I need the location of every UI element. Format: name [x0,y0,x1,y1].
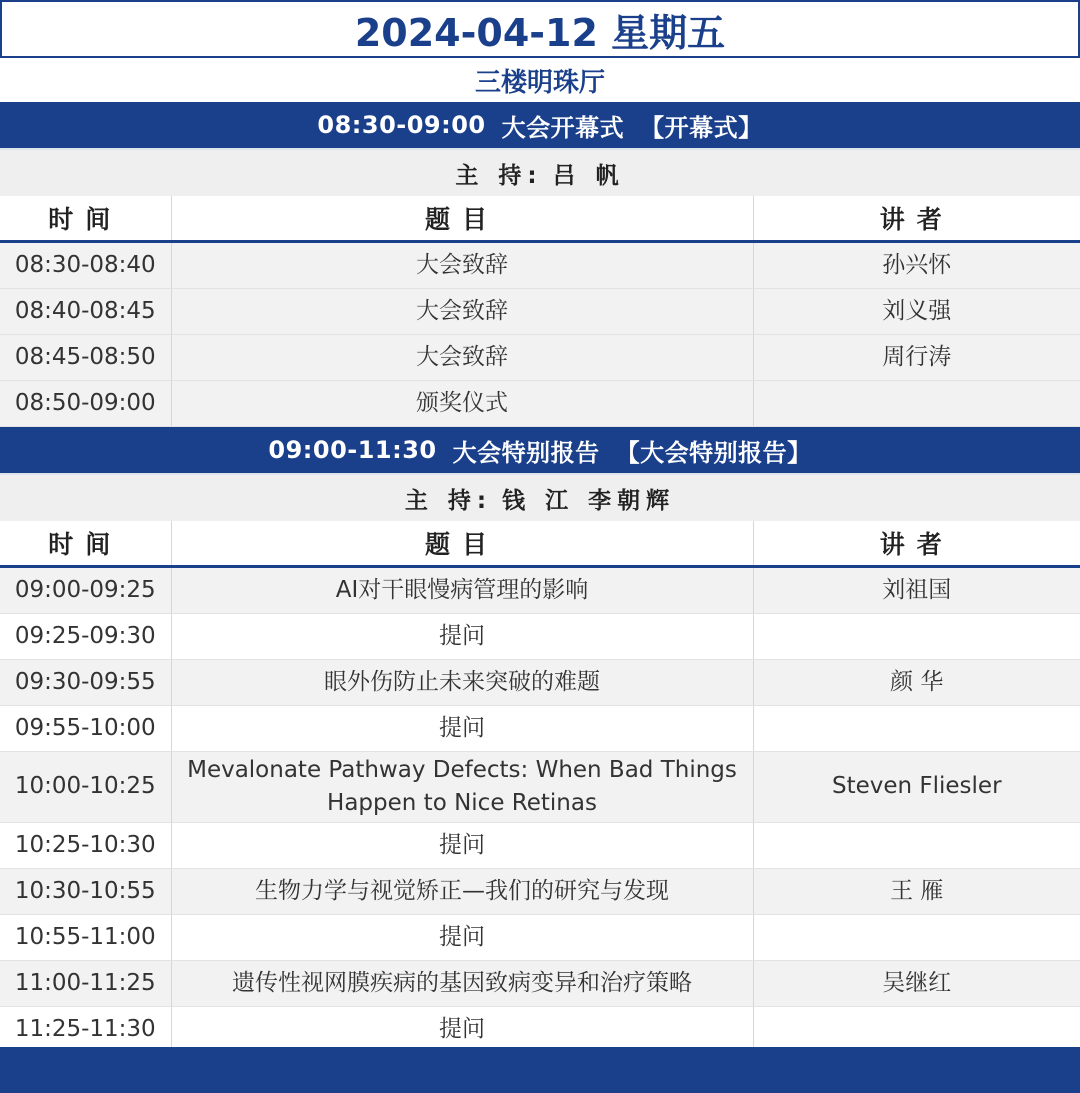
row-time: 08:40-08:45 [0,289,171,335]
row-time: 09:00-09:25 [0,567,171,614]
host-names: 吕 帆 [552,162,625,189]
row-time: 09:25-09:30 [0,614,171,660]
table-header-row [0,196,1080,242]
session-time: 09:00-11:30 [268,436,437,464]
table-row [0,706,1080,752]
row-topic: 大会致辞 [171,335,753,381]
table-row [0,1007,1080,1053]
row-topic: 提问 [171,1007,753,1053]
row-speaker [753,614,1080,660]
row-speaker: 颜 华 [753,660,1080,706]
row-time: 10:55-11:00 [0,915,171,961]
row-time: 08:30-08:40 [0,242,171,289]
row-topic: 提问 [171,823,753,869]
host-names: 钱 江 李朝辉 [502,487,676,514]
column-header-speaker: 讲者 [753,196,1080,242]
row-speaker: 孙兴怀 [753,242,1080,289]
row-topic: 提问 [171,706,753,752]
row-topic: 提问 [171,614,753,660]
row-speaker: 吴继红 [753,961,1080,1007]
row-topic: 提问 [171,915,753,961]
table-row [0,242,1080,289]
table-row [0,660,1080,706]
session-tag: 【大会特别报告】 [615,438,812,467]
row-speaker [753,1007,1080,1053]
table-row [0,335,1080,381]
row-speaker: 刘祖国 [753,567,1080,614]
row-time: 10:25-10:30 [0,823,171,869]
row-speaker: Steven Fliesler [753,752,1080,823]
table-row [0,869,1080,915]
table-row [0,614,1080,660]
session-bar-opening [0,102,1080,150]
row-time: 10:00-10:25 [0,752,171,823]
row-time: 09:55-10:00 [0,706,171,752]
row-speaker [753,915,1080,961]
session-time: 08:30-09:00 [317,111,486,139]
row-topic: 生物力学与视觉矫正—我们的研究与发现 [171,869,753,915]
row-topic: 大会致辞 [171,289,753,335]
row-topic: 眼外伤防止未来突破的难题 [171,660,753,706]
schedule-table-opening [0,196,1080,427]
row-speaker: 刘义强 [753,289,1080,335]
row-topic: AI对干眼慢病管理的影响 [171,567,753,614]
host-label: 主 持: [455,162,543,189]
table-row [0,752,1080,823]
row-time: 11:25-11:30 [0,1007,171,1053]
row-speaker: 周行涛 [753,335,1080,381]
session-host-row [0,150,1080,196]
column-header-time: 时间 [0,196,171,242]
session-name: 大会开幕式 [501,113,625,142]
row-speaker [753,381,1080,427]
session-host-row [0,475,1080,521]
date-title: 2024-04-12 星期五 [0,0,1080,58]
row-time: 08:50-09:00 [0,381,171,427]
table-header-row [0,521,1080,567]
table-row [0,915,1080,961]
row-topic: 遗传性视网膜疾病的基因致病变异和治疗策略 [171,961,753,1007]
host-label: 主 持: [404,487,493,514]
row-topic: 大会致辞 [171,242,753,289]
footer-bar [0,1047,1080,1093]
row-speaker: 王 雁 [753,869,1080,915]
row-time: 09:30-09:55 [0,660,171,706]
row-speaker [753,823,1080,869]
row-time: 08:45-08:50 [0,335,171,381]
session-tag: 【开幕式】 [640,113,763,142]
row-time: 10:30-10:55 [0,869,171,915]
venue-title: 三楼明珠厅 [474,67,605,98]
session-bar-keynote [0,427,1080,475]
column-header-topic: 题目 [171,196,753,242]
row-topic: 颁奖仪式 [171,381,753,427]
column-header-topic: 题目 [171,521,753,567]
row-speaker [753,706,1080,752]
table-row [0,289,1080,335]
session-name: 大会特别报告 [452,438,600,467]
column-header-speaker: 讲者 [753,521,1080,567]
column-header-time: 时间 [0,521,171,567]
row-topic: Mevalonate Pathway Defects: When Bad Things Happen to Nice Retinas [171,752,753,823]
table-row [0,567,1080,614]
table-row [0,381,1080,427]
table-row [0,823,1080,869]
schedule-table-keynote [0,521,1080,1053]
row-time: 11:00-11:25 [0,961,171,1007]
table-row [0,961,1080,1007]
